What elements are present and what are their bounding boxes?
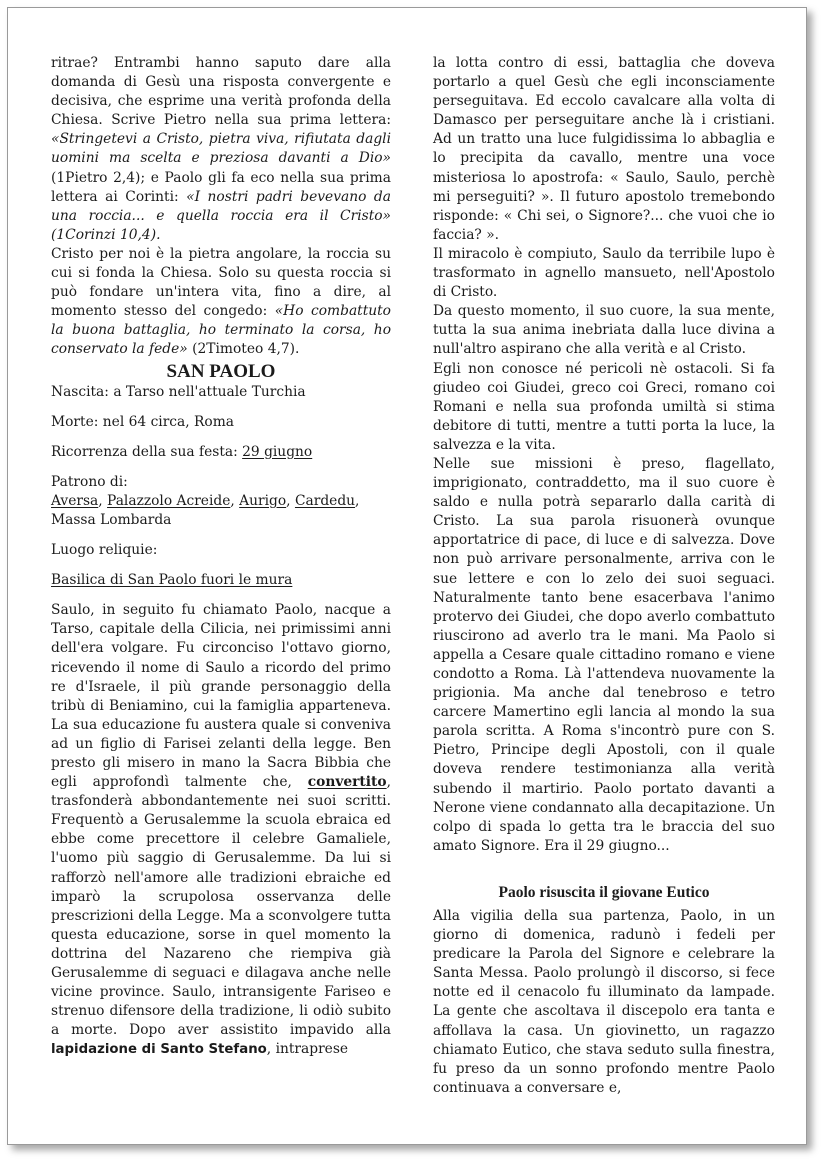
corinthians-quote: «I nostri padri bevevano da una roccia... e quella roccia era il Cristo» (1Corinzi 10,4). xyxy=(51,188,391,243)
bio-text: Saulo, in seguito fu chiamato Paolo, nacque a Tarso, capitale della Cilicia, nei primissimi anni dell'era volgare. Fu circonciso l'ottavo giorno, ricevendo il nome di Saulo a ricordo del primo re d'Israele, il più grande personaggio della tribù di Beniamino, cui la famiglia apparteneva. La sua educazione fu austera quale si conveniva ad un figlio di Farisei zelanti della legge. Ben presto gli misero in mano la Sacra Bibbia che egli approfondì talmente che, xyxy=(51,602,391,791)
right-paragraph-2: Il miracolo è compiuto, Saulo da terribile lupo è trasformato in agnello mansueto, nell'Apostolo di Cristo. xyxy=(433,245,775,301)
feast-label: Ricorrenza della sua festa: xyxy=(51,443,243,460)
feast-date-link[interactable]: 29 giugno xyxy=(242,443,313,460)
intro-text-2: (1Pietro 2,4); e Paolo gli fa eco nella sua prima lettera ai Corinti: xyxy=(51,169,391,205)
patron-link-aversa[interactable]: Aversa xyxy=(51,492,99,509)
bio-text-2: , trasfonderà abbondantemente nei suoi scritti. Frequentò a Gerusalemme la scuola ebraica ed ebbe come precettore il celebre Gamaliele, l'uomo più saggio di Gerusalemme. Da lui si rafforzò nell'amore alle tradizioni ebraiche ed imparò la scrupolosa osservanza delle prescrizioni della Legge. Ma a sconvolgere tutta questa educazione, sorse in quel momento la dottrina del Nazareno che riempiva già Gerusalemme di seguaci e dilagava anche nelle vicine province. Saulo, intransigente Fariseo e strenuo difensore della tradizione, li odiò subito a morte. Dopo aver assistito impavido alla xyxy=(51,774,391,1039)
right-paragraph-5: Nelle sue missioni è preso, flagellato, imprigionato, contraddetto, ma il suo cuore è saldo e nulla potrà separarlo dalla carità di Cristo. La sua parola risuonerà ovunque apportatrice di pace, di luce e di salvezza. Dove non può arrivare personalmente, arriva con le sue lettere e con lo zelo dei suoi seguaci. Naturalmente tanto bene esacerbava l'animo protervo dei Giudei, che dopo averlo combattuto riuscirono ad averlo tra le mani. Ma Paolo si appella a Cesare quale cittadino romano e viene condotto a Roma. Là l'attendeva nuovamente la prigionia. Ma anche dal tenebroso e tetro carcere Mamertino egli lancia al mondo la sua parola scritta. A Roma s'incontrò pure con S. Pietro, Principe degli Apostoli, con il quale doveva rendere testimonianza alla verità subendo il martirio. Paolo portato davanti a Nerone viene condannato alla decapitazione. Un colpo di spada lo getta tra le braccia del suo amato Signore. Era il 29 giugno... xyxy=(433,455,775,854)
patron-list: Aversa, Palazzolo Acreide, Aurigo, Cardedu, Massa Lombarda xyxy=(51,492,360,528)
left-column xyxy=(51,54,391,1060)
patron-link-aurigo[interactable]: Aurigo xyxy=(239,492,287,509)
patron-tail: Massa Lombarda xyxy=(51,511,172,528)
right-paragraph-6: Alla vigilia della sua partenza, Paolo, in un giorno di domenica, radunò i fedeli per predicare la Parola del Signore e celebrare la Santa Messa. Paolo prolungò il discorso, si fece notte ed il cenacolo fu illuminato da lampade. La gente che ascoltava il discepolo era tanta e affollava la casa. Un giovinetto, un ragazzo chiamato Eutico, che stava seduto sulla finestra, fu preso da un sonno profondo mentre Paolo continuava a conversare e, xyxy=(433,907,775,1096)
intro-text: ritrae? Entrambi hanno saputo dare alla domanda di Gesù una risposta convergente e decisiva, che esprime una verità profonda della Chiesa. Scrive Pietro nella sua prima lettera: xyxy=(51,55,391,129)
right-paragraph-3: Da questo momento, il suo cuore, la sua mente, tutta la sua anima inebriata dalla luce divina a null'altro aspirano che alla verità e al Cristo. xyxy=(433,303,775,358)
relics-link[interactable]: Basilica di San Paolo fuori le mura xyxy=(51,572,293,589)
section-title: Paolo risuscita il giovane Eutico xyxy=(498,883,710,901)
page-title: SAN PAOLO xyxy=(166,360,276,382)
feast-line xyxy=(51,443,391,462)
patron-label: Patrono di: xyxy=(51,473,128,490)
document-page xyxy=(7,7,807,1145)
birth-line: Nascita: a Tarso nell'attuale Turchia xyxy=(51,383,306,400)
relics-line xyxy=(51,571,391,590)
relics-label: Luogo reliquie: xyxy=(51,542,158,559)
right-paragraph-4: Egli non conosce né pericoli nè ostacoli. Si fa giudeo coi Giudei, greco coi Greci, romano coi Romani e nella sua profonda umiltà si stima debitore di tutti, mentre a tutti porta la luce, la salvezza e la vita. xyxy=(433,360,775,453)
intro-paragraph xyxy=(51,54,391,245)
stephen-bold: lapidazione di Santo Stefano xyxy=(51,1042,267,1058)
patron-link-palazzolo[interactable]: Palazzolo Acreide xyxy=(107,492,231,509)
convertito-link[interactable]: convertito xyxy=(307,774,387,791)
rock-text-2: (2Timoteo 4,7). xyxy=(187,341,300,358)
bio-text-3: , intraprese xyxy=(266,1041,349,1058)
rock-text: Cristo per noi è la pietra angolare, la roccia su cui si fonda la Chiesa. Solo su questa roccia si può fondare un'intera vita, fino a dire, al momento stesso del congedo: xyxy=(51,245,391,320)
patron-link-cardedu[interactable]: Cardedu xyxy=(294,492,356,509)
peter-quote: «Stringetevi a Cristo, pietra viva, rifiutata dagli uomini ma scelta e preziosa davanti a Dio» xyxy=(51,131,391,167)
right-column xyxy=(433,54,775,1098)
right-paragraph-1: la lotta contro di essi, battaglia che doveva portarlo a quel Gesù che egli inconsciamente perseguitava. Ed eccolo cavalcare alla volta di Damasco per perseguitare anche là i cristiani. Ad un tratto una luce fulgidissima lo abbaglia e lo precipita da cavallo, mentre una voce misteriosa lo apostrofa: « Saulo, Saulo, perchè mi perseguiti? ». Il futuro apostolo tremebondo risponde: « Chi sei, o Signore?... che vuoi che io faccia? ». xyxy=(433,55,775,243)
rock-paragraph xyxy=(51,245,391,360)
death-line: Morte: nel 64 circa, Roma xyxy=(51,413,235,430)
timothy-quote: «Ho combattuto la buona battaglia, ho terminato la corsa, ho conservato la fede» xyxy=(51,303,391,358)
bio-paragraph xyxy=(51,601,391,1059)
